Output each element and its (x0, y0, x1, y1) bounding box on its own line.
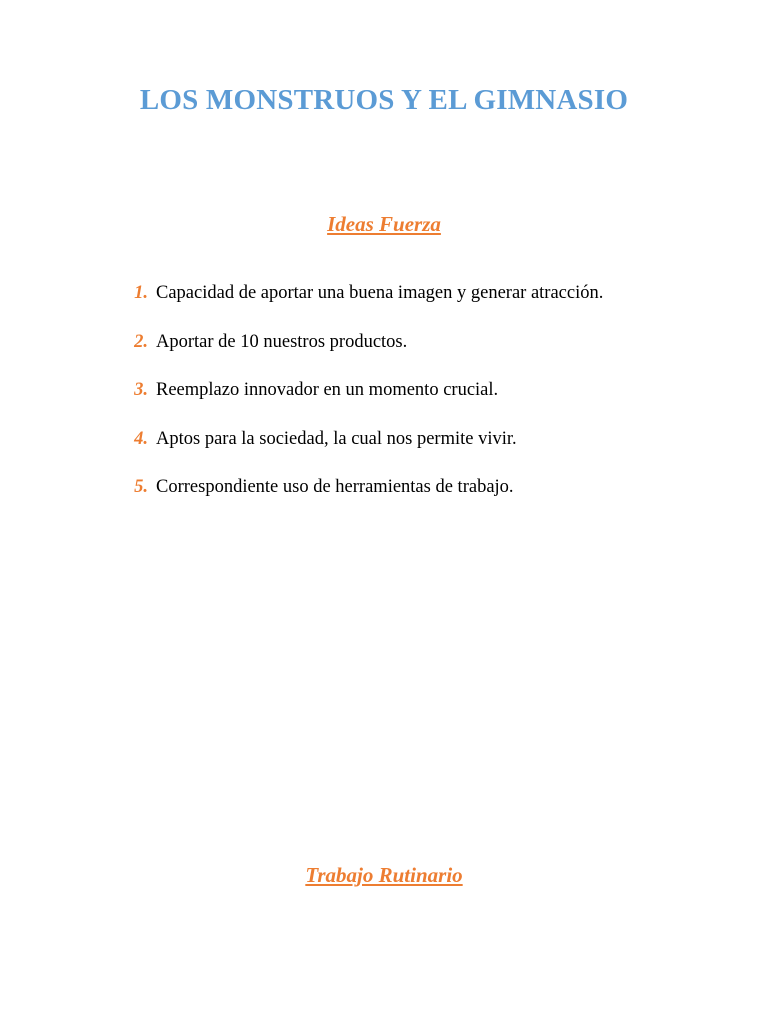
list-item (0, 329, 768, 378)
list-item-number: 2. (134, 331, 148, 352)
list-item-text: Aportar de 10 nuestros productos. (156, 331, 408, 352)
list-item-text: Capacidad de aportar una buena imagen y generar atracción. (156, 283, 604, 303)
list-item-number: 3. (134, 380, 148, 400)
list-item-number: 4. (134, 428, 148, 449)
list-item-number: 1. (134, 283, 148, 303)
list-item (0, 426, 768, 475)
list-item (0, 474, 768, 523)
list-item-text: Aptos para la sociedad, la cual nos permite vivir. (156, 428, 517, 449)
list-item-number: 5. (134, 477, 148, 497)
section-heading-trabajo-rutinario: Trabajo Rutinario (305, 863, 463, 887)
list-item-text: Reemplazo innovador en un momento crucial. (156, 380, 499, 400)
page-title: LOS MONSTRUOS Y EL GIMNASIO (139, 84, 629, 116)
ideas-list (0, 280, 768, 523)
list-item-text: Correspondiente uso de herramientas de trabajo. (156, 477, 514, 497)
list-item (0, 280, 768, 329)
section-heading-ideas-fuerza: Ideas Fuerza (327, 212, 441, 236)
list-item (0, 377, 768, 426)
